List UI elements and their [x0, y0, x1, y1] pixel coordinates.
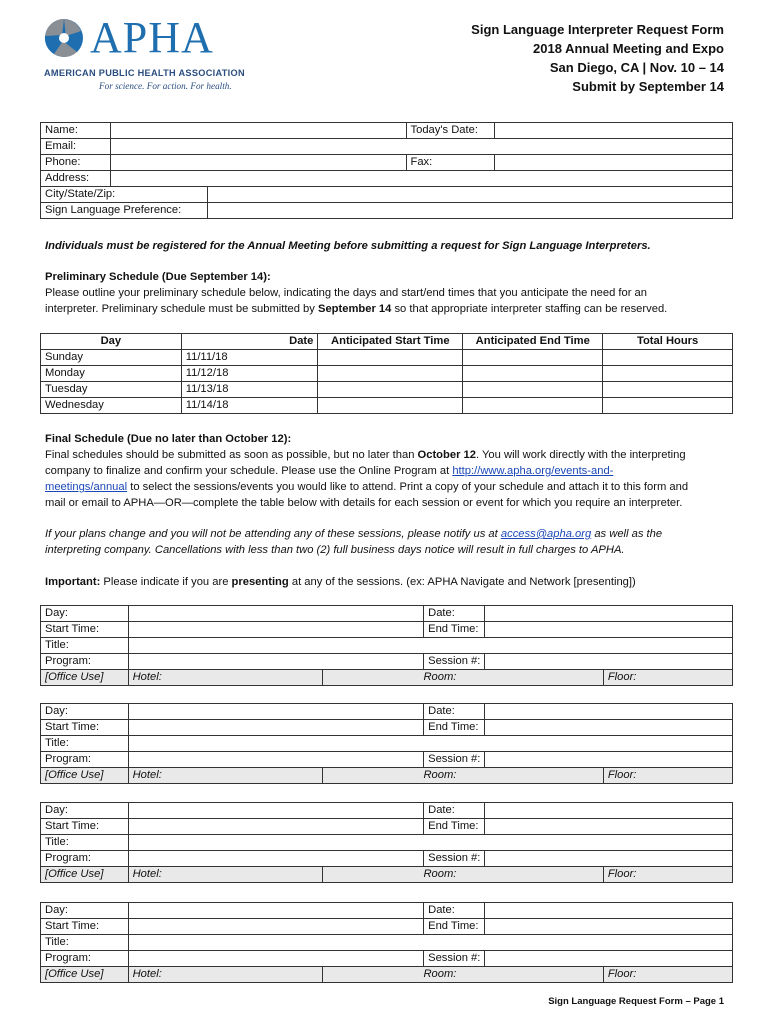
hotel-label: Hotel: — [128, 768, 323, 784]
start-time-field[interactable] — [318, 350, 463, 366]
final-l1a: Final schedules should be submitted as soon as possible, but no later than — [45, 449, 418, 461]
final-section — [45, 431, 735, 511]
room-label: Room: — [323, 670, 603, 686]
session-number-label: Session #: — [424, 851, 485, 867]
office-use-label: [Office Use] — [41, 867, 129, 883]
final-deadline: October 12 — [417, 449, 476, 461]
row-date: 11/13/18 — [181, 382, 318, 398]
session-number-label: Session #: — [424, 752, 485, 768]
end-time-label: End Time: — [424, 919, 485, 935]
program-field[interactable] — [128, 951, 424, 967]
program-label: Program: — [41, 752, 129, 768]
day-label: Day: — [41, 803, 129, 819]
row-day: Wednesday — [41, 398, 182, 414]
start-time-field[interactable] — [128, 819, 424, 835]
access-email-link[interactable]: access@apha.org — [500, 528, 592, 540]
program-link-part2[interactable]: meetings/annual — [45, 481, 128, 493]
session-table — [40, 703, 733, 784]
final-line-4: mail or email to APHA—OR—complete the table below with details for each session or event for which you require an interpreter. — [45, 497, 683, 509]
start-time-field[interactable] — [128, 919, 424, 935]
important-c: at any of the sessions. (ex: APHA Navigate and Network [presenting]) — [288, 576, 636, 588]
start-time-field[interactable] — [128, 622, 424, 638]
row-date: 11/14/18 — [181, 398, 318, 414]
end-time-field[interactable] — [463, 350, 603, 366]
date-label: Date: — [424, 903, 485, 919]
session-number-label: Session #: — [424, 951, 485, 967]
submit-deadline: Submit by September 14 — [572, 79, 724, 94]
row-day: Sunday — [41, 350, 182, 366]
session-table — [40, 902, 733, 983]
date-label: Date: — [424, 704, 485, 720]
col-date: Date — [181, 334, 318, 350]
room-label: Room: — [323, 967, 603, 983]
day-field[interactable] — [128, 606, 424, 622]
title-field[interactable] — [128, 736, 732, 752]
table-row — [41, 398, 733, 414]
apha-aperture-icon — [44, 18, 84, 58]
program-field[interactable] — [128, 752, 424, 768]
change-l1b: as well as the — [591, 528, 663, 540]
total-hours-field[interactable] — [603, 350, 733, 366]
day-field[interactable] — [128, 903, 424, 919]
start-time-field[interactable] — [318, 366, 463, 382]
important-label: Important: — [45, 576, 101, 588]
day-label: Day: — [41, 606, 129, 622]
presenting-word: presenting — [231, 576, 289, 588]
name-field[interactable] — [110, 123, 406, 139]
room-label: Room: — [323, 768, 603, 784]
session-number-field[interactable] — [485, 851, 733, 867]
page-footer: Sign Language Request Form – Page 1 — [548, 996, 724, 1007]
schedule-table — [40, 333, 733, 414]
todays-date-label: Today's Date: — [406, 123, 495, 139]
final-l2a: company to finalize and confirm your schedule. Please use the Online Program at — [45, 465, 453, 477]
email-field[interactable] — [110, 139, 732, 155]
final-line-2 — [45, 463, 735, 479]
date-field[interactable] — [485, 606, 733, 622]
prelim-section — [45, 269, 735, 317]
col-end: Anticipated End Time — [463, 334, 603, 350]
session-number-field[interactable] — [485, 752, 733, 768]
end-time-field[interactable] — [485, 622, 733, 638]
registration-notice: Individuals must be registered for the Annual Meeting before submitting a request for Sign Language Interpreters. — [45, 240, 651, 252]
city-field[interactable] — [207, 187, 732, 203]
prelim-text-2 — [45, 301, 735, 317]
contact-table — [40, 122, 733, 219]
office-use-label: [Office Use] — [41, 768, 129, 784]
date-field[interactable] — [485, 803, 733, 819]
session-number-field[interactable] — [485, 654, 733, 670]
day-label: Day: — [41, 704, 129, 720]
program-label: Program: — [41, 851, 129, 867]
table-row — [41, 382, 733, 398]
apha-wordmark: APHA — [90, 13, 214, 62]
floor-label: Floor: — [603, 670, 732, 686]
todays-date-field[interactable] — [495, 123, 733, 139]
day-label: Day: — [41, 903, 129, 919]
tagline: For science. For action. For health. — [99, 81, 232, 91]
important-note — [45, 574, 735, 590]
name-label: Name: — [41, 123, 111, 139]
fax-label: Fax: — [406, 155, 495, 171]
apha-logo — [44, 13, 245, 98]
total-hours-field[interactable] — [603, 382, 733, 398]
event-name: 2018 Annual Meeting and Expo — [533, 41, 724, 56]
end-time-field[interactable] — [485, 819, 733, 835]
row-day: Monday — [41, 366, 182, 382]
prelim-heading: Preliminary Schedule (Due September 14): — [45, 271, 271, 283]
start-time-field[interactable] — [128, 720, 424, 736]
important-a: Please indicate if you are — [100, 576, 232, 588]
session-table — [40, 605, 733, 686]
address-field[interactable] — [110, 171, 732, 187]
program-field[interactable] — [128, 851, 424, 867]
program-link-part1[interactable]: http://www.apha.org/events-and- — [452, 465, 614, 477]
row-day: Tuesday — [41, 382, 182, 398]
phone-field[interactable] — [110, 155, 406, 171]
phone-label: Phone: — [41, 155, 111, 171]
day-field[interactable] — [128, 704, 424, 720]
start-time-field[interactable] — [318, 398, 463, 414]
col-start: Anticipated Start Time — [318, 334, 463, 350]
table-row — [41, 350, 733, 366]
title-label: Title: — [41, 835, 129, 851]
prelim-text-2c: so that appropriate interpreter staffing can be reserved. — [391, 303, 668, 315]
start-time-label: Start Time: — [41, 919, 129, 935]
start-time-label: Start Time: — [41, 622, 129, 638]
start-time-field[interactable] — [318, 382, 463, 398]
floor-label: Floor: — [603, 967, 732, 983]
hotel-label: Hotel: — [128, 967, 323, 983]
date-label: Date: — [424, 606, 485, 622]
email-label: Email: — [41, 139, 111, 155]
date-field[interactable] — [485, 903, 733, 919]
form-title: Sign Language Interpreter Request Form — [471, 22, 724, 37]
title-label: Title: — [41, 935, 129, 951]
sign-pref-field[interactable] — [207, 203, 732, 219]
sign-pref-label: Sign Language Preference: — [41, 203, 208, 219]
floor-label: Floor: — [603, 867, 732, 883]
end-time-field[interactable] — [463, 382, 603, 398]
end-time-field[interactable] — [463, 398, 603, 414]
date-field[interactable] — [485, 704, 733, 720]
total-hours-field[interactable] — [603, 366, 733, 382]
floor-label: Floor: — [603, 768, 732, 784]
final-l1c: . You will work directly with the interpreting — [475, 449, 686, 461]
title-field[interactable] — [128, 835, 732, 851]
title-label: Title: — [41, 736, 129, 752]
end-time-label: End Time: — [424, 622, 485, 638]
table-row — [41, 366, 733, 382]
room-label: Room: — [323, 867, 603, 883]
total-hours-field[interactable] — [603, 398, 733, 414]
office-use-label: [Office Use] — [41, 670, 129, 686]
office-use-label: [Office Use] — [41, 967, 129, 983]
change-notice — [45, 526, 735, 558]
end-time-field[interactable] — [485, 919, 733, 935]
end-time-field[interactable] — [463, 366, 603, 382]
change-line-2: interpreting company. Cancellations with less than two (2) full business days notice will result in full charges to APHA. — [45, 544, 625, 556]
change-line-1 — [45, 526, 735, 542]
address-label: Address: — [41, 171, 111, 187]
title-field[interactable] — [128, 638, 732, 654]
end-time-label: End Time: — [424, 720, 485, 736]
prelim-text-1: Please outline your preliminary schedule below, indicating the days and start/end times that you anticipate the need for an — [45, 287, 648, 299]
fax-field[interactable] — [495, 155, 733, 171]
session-number-field[interactable] — [485, 951, 733, 967]
program-label: Program: — [41, 951, 129, 967]
start-time-label: Start Time: — [41, 819, 129, 835]
session-table — [40, 802, 733, 883]
change-l1a: If your plans change and you will not be attending any of these sessions, please notify us at — [45, 528, 501, 540]
org-name: AMERICAN PUBLIC HEALTH ASSOCIATION — [44, 68, 245, 78]
final-line-3 — [45, 479, 735, 495]
session-number-label: Session #: — [424, 654, 485, 670]
final-line-1 — [45, 447, 735, 463]
date-label: Date: — [424, 803, 485, 819]
final-l3b: to select the sessions/events you would like to attend. Print a copy of your schedule and attach it to this form and — [127, 481, 689, 493]
prelim-deadline: September 14 — [317, 303, 392, 315]
col-total: Total Hours — [603, 334, 733, 350]
hotel-label: Hotel: — [128, 867, 323, 883]
col-day: Day — [41, 334, 182, 350]
row-date: 11/12/18 — [181, 366, 318, 382]
day-field[interactable] — [128, 803, 424, 819]
hotel-label: Hotel: — [128, 670, 323, 686]
title-field[interactable] — [128, 935, 732, 951]
end-time-label: End Time: — [424, 819, 485, 835]
city-label: City/State/Zip: — [41, 187, 208, 203]
event-location: San Diego, CA | Nov. 10 – 14 — [549, 60, 724, 75]
row-date: 11/11/18 — [181, 350, 318, 366]
prelim-text-2a: interpreter. Preliminary schedule must be submitted by — [45, 303, 318, 315]
form-header — [471, 20, 724, 96]
program-label: Program: — [41, 654, 129, 670]
final-heading: Final Schedule (Due no later than October 12): — [45, 433, 292, 445]
start-time-label: Start Time: — [41, 720, 129, 736]
program-field[interactable] — [128, 654, 424, 670]
title-label: Title: — [41, 638, 129, 654]
end-time-field[interactable] — [485, 720, 733, 736]
